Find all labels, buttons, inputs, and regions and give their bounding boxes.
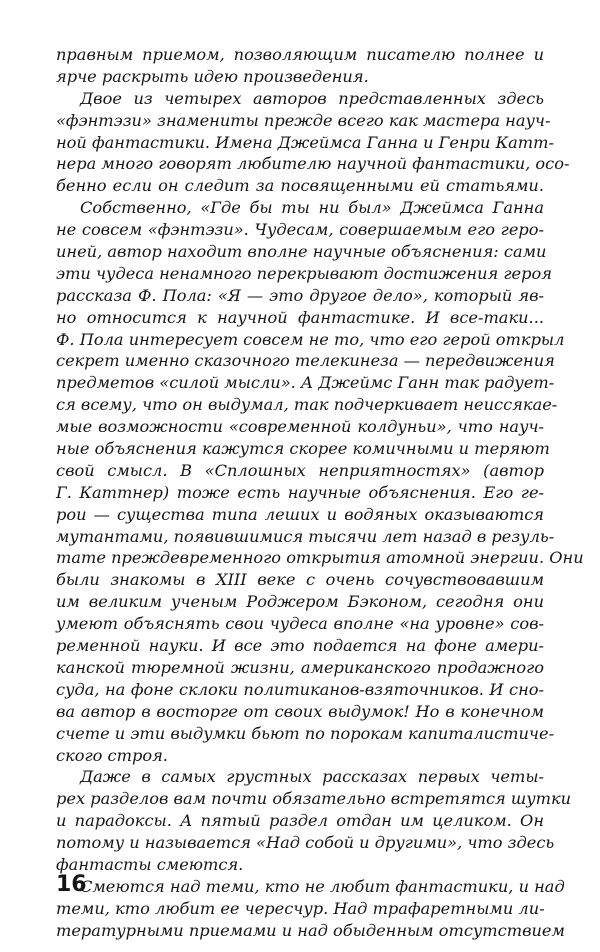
text-line: суда, на фоне склоки политиканов-взяточников. И сно- bbox=[56, 679, 544, 699]
text-line: эти чудеса ненамного перекрывают достижения героя bbox=[56, 263, 552, 283]
text-line: не совсем «фэнтэзи». Чудесам, совершаемым его геро- bbox=[56, 220, 544, 240]
text-line: Г. Каттнер) тоже есть научные объяснения. Его ге- bbox=[56, 482, 544, 502]
text-line: фантасты смеются. bbox=[56, 854, 244, 874]
text-line: мутантами, появившимися тысячи лет назад в резуль- bbox=[56, 526, 555, 546]
text-line: потому и называется «Над собой и другими», что здесь bbox=[56, 833, 555, 853]
text-line: Даже в самых грустных рассказах первых четы- bbox=[80, 767, 544, 787]
text-line: были знакомы в XIII веке с очень сочувствовавшим bbox=[56, 570, 544, 590]
text-line: мые возможности «современной колдуньи», что науч- bbox=[56, 417, 544, 437]
text-line: секрет именно сказочного телекинеза — передвижения bbox=[56, 351, 555, 371]
text-line: нера много говорят любителю научной фантастики, осо- bbox=[56, 154, 570, 174]
text-line: но относится к научной фантастике. И все-таки... bbox=[56, 307, 544, 327]
text-line: теми, кто любит ее чересчур. Над трафаретными ли- bbox=[56, 898, 545, 918]
text-line: Собственно, «Где бы ты ни был» Джеймса Ганна bbox=[80, 198, 544, 218]
text-line: рассказа Ф. Пола: «Я — это другое дело», который яв- bbox=[56, 285, 544, 305]
text-line: предметов «силой мысли». А Джеймс Ганн так радует- bbox=[56, 373, 555, 393]
text-line: рех разделов вам почти обязательно встретятся шутки bbox=[56, 789, 572, 809]
text-line: умеют объяснять свои чудеса вполне «на уровне» сов- bbox=[56, 614, 544, 634]
text-line: Двое из четырех авторов представленных здесь bbox=[80, 88, 544, 108]
text-line: ременной науки. И все это подается на фоне амери- bbox=[56, 636, 544, 656]
text-line: ся всему, что он выдумал, так подчеркивает неиссякае- bbox=[56, 395, 558, 415]
text-line: канской тюремной жизни, американского продажного bbox=[56, 657, 544, 677]
text-line: Ф. Пола интересует совсем не то, что его герой открыл bbox=[56, 329, 565, 349]
page-number: 16 bbox=[56, 872, 87, 897]
text-line: иней, автор находит вполне научные объяснения: сами bbox=[56, 242, 547, 262]
text-line: тате преждевременного открытия атомной энергии. Они bbox=[56, 548, 584, 568]
text-line: правным приемом, позволяющим писателю полнее и bbox=[56, 45, 544, 64]
text-line: свой смысл. В «Сплошных неприятностях» (автор bbox=[56, 460, 544, 480]
text-line: Смеются над теми, кто не любит фантастики, и над bbox=[80, 876, 565, 896]
text-line: счете и эти выдумки бьют по порокам капиталистиче- bbox=[56, 723, 555, 743]
text-line: ной фантастики. Имена Джеймса Ганна и Генри Катт- bbox=[56, 132, 554, 152]
text-line: ва автор в восторге от своих выдумок! Но в конечном bbox=[56, 701, 544, 721]
text-line: рои — существа типа леших и водяных оказываются bbox=[56, 504, 544, 524]
text-line: бенно если он следит за посвященными ей статьями. bbox=[56, 176, 544, 196]
text-line: ского строя. bbox=[56, 745, 168, 765]
text-line: ные объяснения кажутся скорее комичными и теряют bbox=[56, 439, 550, 459]
body-text bbox=[56, 44, 584, 942]
text-line: и парадоксы. А пятый раздел отдан им целиком. Он bbox=[56, 811, 544, 831]
text-line: им великим ученым Роджером Бэконом, сегодня они bbox=[56, 592, 544, 612]
text-line: ярче раскрыть идею произведения. bbox=[56, 66, 369, 86]
text-line: тературными приемами и над обыденным отсутствием bbox=[56, 920, 565, 940]
text-line: «фэнтэзи» знамениты прежде всего как мастера науч- bbox=[56, 110, 551, 130]
